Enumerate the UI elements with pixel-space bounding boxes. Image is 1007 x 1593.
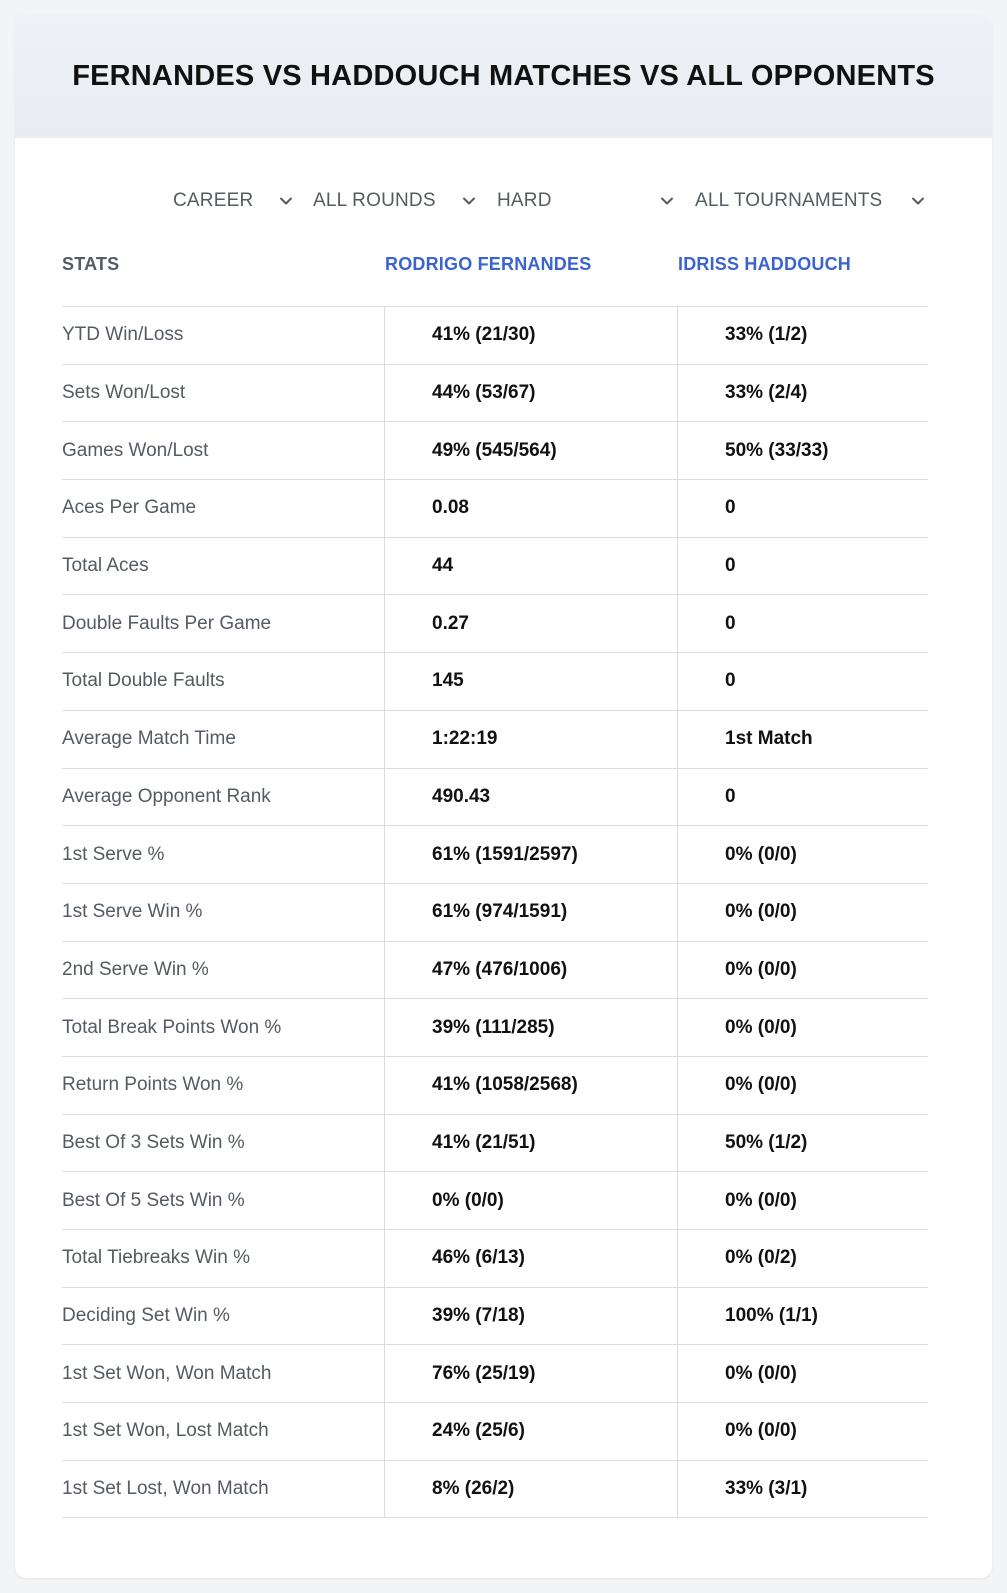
table-row <box>62 1230 928 1288</box>
player2-value: 0% (0/0) <box>725 1362 797 1384</box>
player2-value: 0% (0/0) <box>725 1074 797 1096</box>
table-row <box>62 538 928 596</box>
stats-table <box>62 242 928 1518</box>
stat-label: Total Aces <box>62 538 385 595</box>
player2-value: 100% (1/1) <box>725 1305 818 1327</box>
stat-label: 1st Serve Win % <box>62 884 385 941</box>
player2-value: 0% (0/0) <box>725 843 797 865</box>
table-row <box>62 1057 928 1115</box>
player2-value: 0 <box>725 612 736 634</box>
filter-label: HARD <box>497 190 552 211</box>
player1-value: 41% (21/51) <box>385 1115 678 1172</box>
player1-value: 47% (476/1006) <box>385 942 678 999</box>
player2-value: 33% (3/1) <box>725 1478 808 1500</box>
player1-value: 1:22:19 <box>385 711 678 768</box>
player1-value: 8% (26/2) <box>385 1461 678 1518</box>
player1-value: 39% (111/285) <box>385 999 678 1056</box>
table-row <box>62 595 928 653</box>
stat-label: 1st Serve % <box>62 826 385 883</box>
stats-card <box>15 14 992 1578</box>
table-row <box>62 826 928 884</box>
player1-value: 24% (25/6) <box>385 1403 678 1460</box>
player2-value: 0% (0/0) <box>725 1016 797 1038</box>
filter-rounds-dropdown[interactable] <box>313 184 476 218</box>
filter-label: ALL ROUNDS <box>313 190 436 211</box>
stat-label: Total Tiebreaks Win % <box>62 1230 385 1287</box>
stat-label: Average Match Time <box>62 711 385 768</box>
table-row <box>62 1288 928 1346</box>
stat-label: Games Won/Lost <box>62 422 385 479</box>
stat-label: Sets Won/Lost <box>62 365 385 422</box>
player1-value: 0% (0/0) <box>385 1172 678 1229</box>
player1-value: 46% (6/13) <box>385 1230 678 1287</box>
chevron-down-icon <box>660 194 674 208</box>
stat-label: Return Points Won % <box>62 1057 385 1114</box>
filter-bar <box>15 184 992 218</box>
stat-label: Average Opponent Rank <box>62 769 385 826</box>
player1-value: 490.43 <box>385 769 678 826</box>
player2-value: 0% (0/0) <box>725 901 797 923</box>
player2-value: 1st Match <box>725 728 813 750</box>
player2-value: 50% (33/33) <box>725 439 829 461</box>
filter-surface-dropdown[interactable] <box>497 184 674 218</box>
player2-value: 0 <box>725 497 736 519</box>
page-title: FERNANDES VS HADDOUCH MATCHES VS ALL OPPONENTS <box>72 59 935 92</box>
table-row <box>62 999 928 1057</box>
card-header <box>15 14 992 138</box>
player1-value: 76% (25/19) <box>385 1345 678 1402</box>
table-row <box>62 365 928 423</box>
table-row <box>62 711 928 769</box>
player2-value: 33% (1/2) <box>725 324 808 346</box>
player2-value: 33% (2/4) <box>725 382 808 404</box>
player1-value: 44% (53/67) <box>385 365 678 422</box>
player1-value: 0.08 <box>385 480 678 537</box>
player1-value: 0.27 <box>385 595 678 652</box>
player2-value: 0% (0/0) <box>725 1420 797 1442</box>
chevron-down-icon <box>911 194 925 208</box>
player1-value: 61% (974/1591) <box>385 884 678 941</box>
table-row <box>62 1403 928 1461</box>
table-row <box>62 1115 928 1173</box>
table-row <box>62 307 928 365</box>
table-row <box>62 480 928 538</box>
player2-value: 0% (0/0) <box>725 958 797 980</box>
table-row <box>62 884 928 942</box>
player2-value: 0% (0/2) <box>725 1247 797 1269</box>
table-row <box>62 1172 928 1230</box>
stat-label: 1st Set Won, Won Match <box>62 1345 385 1402</box>
filter-label: ALL TOURNAMENTS <box>695 190 883 211</box>
stat-label: 1st Set Won, Lost Match <box>62 1403 385 1460</box>
player2-value: 0 <box>725 670 736 692</box>
stat-label: 2nd Serve Win % <box>62 942 385 999</box>
player1-value: 41% (21/30) <box>385 307 678 364</box>
stat-label: Deciding Set Win % <box>62 1288 385 1345</box>
stat-label: YTD Win/Loss <box>62 307 385 364</box>
chevron-down-icon <box>462 194 476 208</box>
stat-label: 1st Set Lost, Won Match <box>62 1461 385 1518</box>
column-header-player1[interactable]: RODRIGO FERNANDES <box>385 253 592 274</box>
filter-period-dropdown[interactable] <box>173 184 293 218</box>
column-header-player2[interactable]: IDRISS HADDOUCH <box>678 253 852 274</box>
stat-label: Double Faults Per Game <box>62 595 385 652</box>
player2-value: 0 <box>725 555 736 577</box>
filter-label: CAREER <box>173 190 254 211</box>
player2-value: 0% (0/0) <box>725 1189 797 1211</box>
table-body <box>62 307 928 1518</box>
table-row <box>62 1461 928 1519</box>
column-header-stats: STATS <box>62 253 120 274</box>
chevron-down-icon <box>279 194 293 208</box>
player2-value: 0 <box>725 785 736 807</box>
stat-label: Best Of 5 Sets Win % <box>62 1172 385 1229</box>
player1-value: 61% (1591/2597) <box>385 826 678 883</box>
player1-value: 49% (545/564) <box>385 422 678 479</box>
stat-label: Aces Per Game <box>62 480 385 537</box>
table-row <box>62 422 928 480</box>
table-header <box>62 242 928 307</box>
player1-value: 44 <box>385 538 678 595</box>
table-row <box>62 942 928 1000</box>
filter-tournaments-dropdown[interactable] <box>695 184 925 218</box>
player2-value: 50% (1/2) <box>725 1131 808 1153</box>
table-row <box>62 1345 928 1403</box>
table-row <box>62 769 928 827</box>
stat-label: Total Double Faults <box>62 653 385 710</box>
stat-label: Best Of 3 Sets Win % <box>62 1115 385 1172</box>
player1-value: 41% (1058/2568) <box>385 1057 678 1114</box>
player1-value: 145 <box>385 653 678 710</box>
player1-value: 39% (7/18) <box>385 1288 678 1345</box>
table-row <box>62 653 928 711</box>
stat-label: Total Break Points Won % <box>62 999 385 1056</box>
